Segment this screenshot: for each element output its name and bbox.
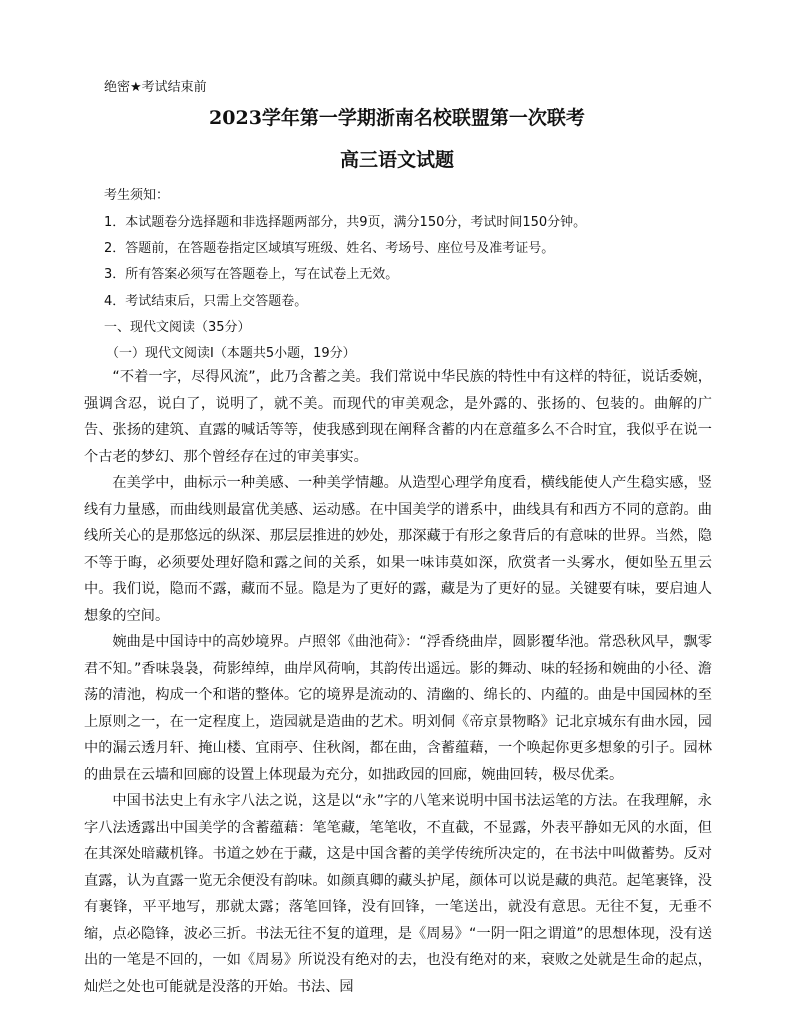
exam-subtitle: 高三语文试题 bbox=[339, 149, 454, 171]
notice-item-4: 4．考试结束后，只需上交答题卷。 bbox=[104, 294, 308, 309]
reading-passage bbox=[84, 364, 712, 1000]
passage-paragraph-1: “不着一字，尽得风流”，此乃含蓄之美。我们常说中华民族的特性中有这样的特征，说话委婉，强调含忍，说白了，说明了，就不美。而现代的审美观念，是外露的、张扬的、包装的。曲解的广告、张扬的建筑、直露的喊话等等，使我感到现在阐释含蓄的内在意蕴多么不合时宜，我似乎在说一个古老的梦幻、那个曾经存在过的审美事实。 bbox=[84, 369, 712, 465]
passage-paragraph-2: 在美学中，曲标示一种美感、一种美学情趣。从造型心理学角度看，横线能使人产生稳实感，竖线有力量感，而曲线则最富优美感、运动感。在中国美学的谱系中，曲线具有和西方不同的意韵。曲线所关心的是那悠远的纵深、那层层推进的妙处，那深藏于有形之象背后的有意味的世界。当然，隐不等于晦，必须要处理好隐和露之间的关系，如果一味讳莫如深，欣赏者一头雾水，便如坠五里云中。我们说，隐而不露，藏而不显。隐是为了更好的露，藏是为了更好的显。关键要有味，要启迪人想象的空间。 bbox=[84, 475, 712, 624]
passage-paragraph-4: 中国书法史上有永字八法之说，这是以“永”字的八笔来说明中国书法运笔的方法。在我理解，永字八法透露出中国美学的含蓄蕴藉：笔笔藏，笔笔收，不直截，不显露，外表平静如无风的水面，但在其深处暗藏机锋。书道之妙在于藏，这是中国含蓄的美学传统所决定的，在书法中叫做蓄势。反对直露，认为直露一览无余便没有韵味。如颜真卿的藏头护尾，颜体可以说是藏的典范。起笔裹锋，没有裹锋，平平地写，那就太露；落笔回锋，没有回锋，一笔送出，就没有意思。无往不复，无垂不缩，点必隐锋，波必三折。书法无往不复的道理，是《周易》“一阴一阳之谓道”的思想体现，没有送出的一笔是不回的，一如《周易》所说没有绝对的去，也没有绝对的来，衰败之处就是生命的起点，灿烂之处也可能就是没落的开始。书法、园 bbox=[84, 793, 712, 995]
notice-item-3: 3．所有答案必须写在答题卷上，写在试卷上无效。 bbox=[104, 267, 399, 282]
notice-item-2: 2．答题前，在答题卷指定区域填写班级、姓名、考场号、座位号及准考证号。 bbox=[104, 241, 555, 256]
section-subheading: （一）现代文阅读Ⅰ（本题共5小题，19分） bbox=[106, 346, 356, 361]
secret-mark: 绝密★考试结束前 bbox=[104, 80, 207, 95]
notice-heading: 考生须知： bbox=[104, 188, 170, 203]
exam-title: 2023学年第一学期浙南名校联盟第一次联考 bbox=[209, 107, 585, 129]
passage-paragraph-3: 婉曲是中国诗中的高妙境界。卢照邻《曲池荷》：“浮香绕曲岸，圆影覆华池。常恐秋风早，飘零君不知。”香味袅袅，荷影绰绰，曲岸风荷响，其韵传出遥远。影的舞动、味的轻扬和婉曲的小径、澹荡的清池，构成一个和谐的整体。它的境界是流动的、清幽的、绵长的、内蕴的。曲是中国园林的至上原则之一，在一定程度上，造园就是造曲的艺术。明刘侗《帝京景物略》记北京城东有曲水园，园中的漏云透月轩、掩山楼、宜雨亭、住秋阁，都在曲，含蓄蕴藉，一个唤起你更多想象的引子。园林的曲景在云墙和回廊的设置上体现最为充分，如拙政园的回廊，婉曲回转，极尽优柔。 bbox=[84, 634, 712, 783]
notice-item-1: 1．本试题卷分选择题和非选择题两部分，共9页，满分150分，考试时间150分钟。 bbox=[104, 215, 587, 230]
section-heading: 一、现代文阅读（35分） bbox=[104, 320, 251, 335]
